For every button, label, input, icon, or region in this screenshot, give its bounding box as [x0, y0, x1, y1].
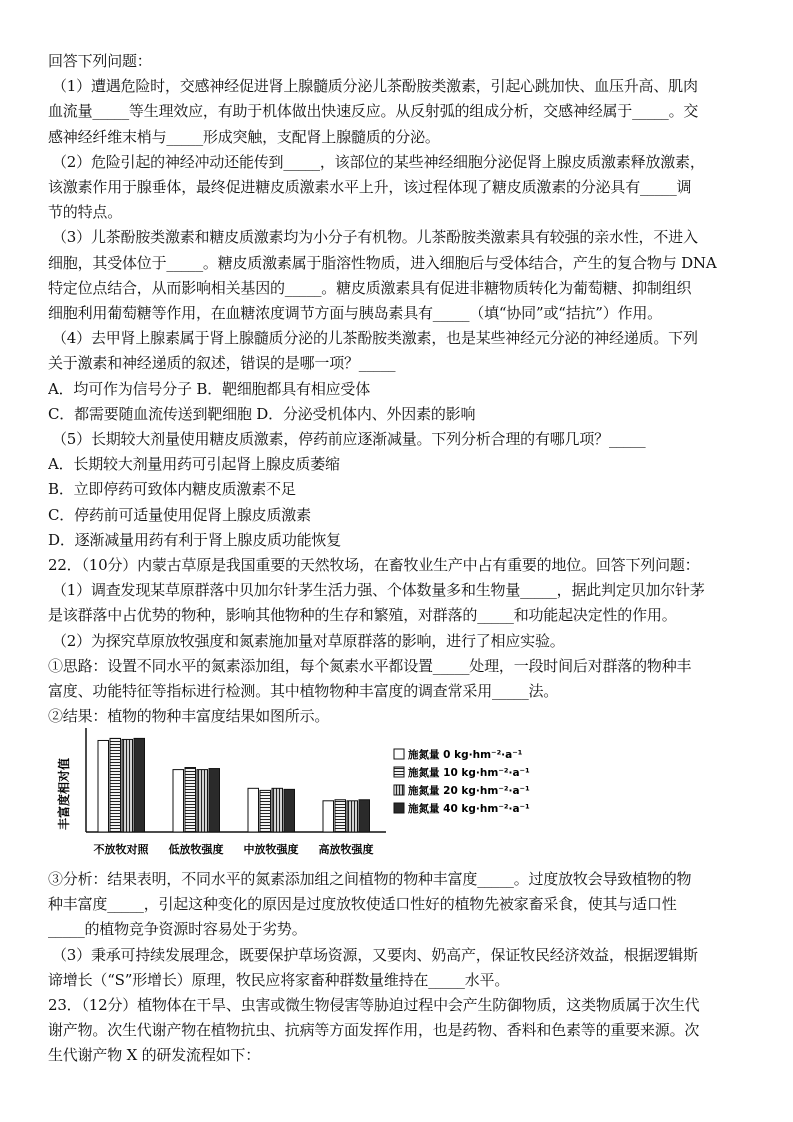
text-line: A．均可作为信号分子 B．靶细胞都具有相应受体 — [48, 379, 371, 398]
text-line: 富度、功能特征等指标进行检测。其中植物物种丰富度的调查常采用_____法。 — [48, 682, 559, 700]
bar — [323, 801, 334, 832]
text-line: B．立即停药可致体内糖皮质激素不足 — [48, 480, 296, 499]
text-line: 特定位点结合，从而影响相关基因的_____。糖皮质激素具有促进非糖物质转化为葡萄糖、抑制组织 — [48, 278, 692, 297]
text-line: 生代谢产物 X 的研发流程如下： — [48, 1046, 261, 1065]
legend-label: 施氮量 20 kg·hm⁻²·a⁻¹ — [408, 785, 530, 797]
text-line: 该激素作用于腺垂体，最终促进糖皮质激素水平上升，该过程体现了糖皮质激素的分泌具有_____调 — [48, 178, 692, 196]
x-tick-label: 中放牧强度 — [243, 843, 299, 856]
bar — [248, 788, 259, 832]
bar — [209, 769, 220, 832]
text-line: 节的特点。 — [48, 203, 123, 222]
bar — [122, 739, 133, 832]
legend-swatch — [394, 803, 404, 813]
legend-label: 施氮量 10 kg·hm⁻²·a⁻¹ — [408, 767, 530, 779]
bar — [98, 740, 109, 832]
text-line: （4）去甲肾上腺素属于肾上腺髓质分泌的儿茶酚胺类激素，也是某些神经元分泌的神经递质。下列 — [52, 329, 698, 348]
text-line: （5）长期较大剂量使用糖皮质激素，停药前应逐渐减量。下列分析合理的有哪几项？_____ — [52, 430, 646, 448]
text-line: （1）遭遇危险时，交感神经促进肾上腺髓质分泌儿茶酚胺类激素，引起心跳加快、血压升高、肌肉 — [52, 77, 698, 96]
text-line: 23．（12分）植物体在干旱、虫害或微生物侵害等胁迫过程中会产生防御物质，这类物质属于次生代 — [48, 996, 700, 1014]
legend-swatch — [394, 785, 404, 795]
x-tick-label: 不放牧对照 — [93, 843, 149, 856]
bar — [134, 738, 145, 832]
text-line: D．逐渐减量用药有利于肾上腺皮质功能恢复 — [48, 530, 342, 549]
text-line: 谢产物。次生代谢产物在植物抗虫、抗病等方面发挥作用，也是药物、香料和色素等的重要来源。次 — [48, 1021, 700, 1040]
bar — [284, 789, 295, 832]
x-tick-label: 高放牧强度 — [318, 843, 374, 856]
bar — [173, 770, 184, 832]
text-line: 是该群落中占优势的物种，影响其他物种的生存和繁殖，对群落的_____和功能起决定性的作用。 — [48, 606, 677, 625]
bar — [197, 770, 208, 832]
bar — [347, 801, 358, 832]
text-line: （2）为探究草原放牧强度和氮素施加量对草原群落的影响，进行了相应实验。 — [52, 631, 565, 650]
text-line: （3）儿茶酚胺类激素和糖皮质激素均为小分子有机物。儿茶酚胺类激素具有较强的亲水性，不进入 — [52, 228, 698, 247]
species-richness-bar-chart — [56, 722, 536, 860]
bar — [260, 790, 271, 832]
text-line: A．长期较大剂量用药可引起肾上腺皮质萎缩 — [48, 455, 340, 474]
text-line: （2）危险引起的神经冲动还能传到_____，该部位的某些神经细胞分泌促肾上腺皮质激素释放激素， — [52, 152, 705, 171]
text-line: 感神经纤维末梢与_____形成突触，支配肾上腺髓质的分泌。 — [48, 127, 440, 146]
text-line: ③分析：结果表明，不同水平的氮素添加组之间植物的物种丰富度_____。过度放牧会导致植物的物 — [48, 870, 692, 888]
bar — [110, 738, 121, 832]
text-line: 回答下列问题： — [48, 52, 152, 70]
text-line: 种丰富度_____，引起这种变化的原因是过度放牧使适口性好的植物先被家畜采食，使其与适口性 — [48, 895, 677, 914]
bar — [185, 768, 196, 832]
text-line: C．停药前可适量使用促肾上腺皮质激素 — [48, 505, 311, 524]
legend-label: 施氮量 0 kg·hm⁻²·a⁻¹ — [408, 749, 523, 761]
legend-label: 施氮量 40 kg·hm⁻²·a⁻¹ — [408, 803, 530, 815]
text-line: 细胞，其受体位于_____。糖皮质激素属于脂溶性物质，进入细胞后与受体结合，产生的复合物与 DNA — [48, 253, 717, 272]
text-line: 细胞利用葡萄糖等作用，在血糖浓度调节方面与胰岛素具有_____（填“协同”或“拮抗”）作用。 — [48, 304, 662, 322]
text-line: 关于激素和神经递质的叙述，错误的是哪一项？_____ — [48, 354, 396, 373]
text-line: （1）调查发现某草原群落中贝加尔针茅生活力强、个体数量多和生物量_____，据此判定贝加尔针茅 — [52, 581, 705, 600]
x-tick-label: 低放牧强度 — [168, 843, 224, 856]
bar — [335, 800, 346, 832]
text-line: _____的植物竞争资源时容易处于劣势。 — [48, 920, 307, 939]
legend-swatch — [394, 767, 404, 777]
bar — [359, 800, 370, 832]
y-axis-label: 丰富度相对值 — [57, 757, 71, 831]
text-line: C．都需要随血流传送到靶细胞 D．分泌受机体内、外因素的影响 — [48, 404, 476, 423]
bar — [272, 788, 283, 832]
text-line: ②结果：植物的物种丰富度结果如图所示。 — [48, 707, 330, 726]
text-line: 血流量_____等生理效应，有助于机体做出快速反应。从反射弧的组成分析，交感神经属于_____。交 — [48, 102, 699, 121]
legend-swatch — [394, 749, 404, 759]
text-line: ①思路：设置不同水平的氮素添加组，每个氮素水平都设置_____处理，一段时间后对群落的物种丰 — [48, 656, 692, 675]
text-line: 22．（10分）内蒙古草原是我国重要的天然牧场，在畜牧业生产中占有重要的地位。回答下列问题： — [48, 556, 700, 574]
text-line: 谛增长（“S”形增长）原理，牧民应将家畜种群数量维持在_____水平。 — [48, 970, 510, 989]
text-line: （3）秉承可持续发展理念，既要保护草场资源，又要肉、奶高产，保证牧民经济效益，根据逻辑斯 — [52, 945, 698, 964]
